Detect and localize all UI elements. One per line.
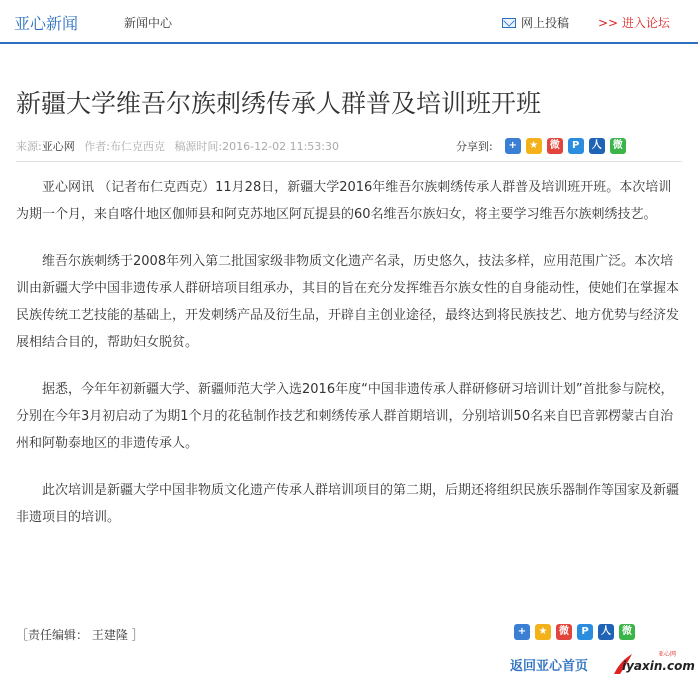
brand-logo-text[interactable]: 亚心新闻 <box>14 14 79 33</box>
logo-top-text: 亚心网 <box>658 651 677 658</box>
wechat-icon[interactable]: 微 <box>619 624 635 640</box>
renren-icon[interactable]: 人 <box>589 138 605 154</box>
back-home-link[interactable]: 返回亚心首页 <box>510 659 589 674</box>
qzone-icon[interactable]: ★ <box>526 138 542 154</box>
weibo-icon[interactable]: 微 <box>547 138 563 154</box>
weibo-icon[interactable]: 微 <box>556 624 572 640</box>
source-value[interactable]: 亚心网 <box>41 140 75 153</box>
pengyou-icon[interactable]: P <box>577 624 593 640</box>
plus-share-icon[interactable]: + <box>505 138 521 154</box>
wechat-icon[interactable]: 微 <box>610 138 626 154</box>
renren-icon[interactable]: 人 <box>598 624 614 640</box>
time-value: 2016-12-02 11:53:30 <box>222 140 339 153</box>
submit-link[interactable] <box>502 14 569 31</box>
responsible-editor: ［责任编辑： 王建隆 ］ <box>16 628 144 642</box>
pengyou-icon[interactable]: P <box>568 138 584 154</box>
paragraph: 维吾尔族刺绣于2008年列入第二批国家级非物质文化遗产名录，历史悠久，技法多样，应用范围广泛。本次培训由新疆大学中国非遗传承人群研培项目组承办，其目的旨在充分发挥维吾尔族女性的自身能动性，使她们在掌握本民族传统工艺技能的基础上，开发刺绣产品及衍生品，开辟自主创业途径，最终达到将民族技艺、地方优势与经济发展相结合目的，帮助妇女脱贫。 <box>16 254 680 350</box>
logo-text: iyaxin.com <box>622 659 695 673</box>
plus-share-icon[interactable]: + <box>514 624 530 640</box>
mail-icon <box>502 18 516 28</box>
time-label: 稿源时间: <box>174 140 223 153</box>
author-label: 作者: <box>84 140 110 153</box>
paragraph: 此次培训是新疆大学中国非物质文化遗产传承人群培训项目的第二期，后期还将组织民族乐器制作等国家及新疆非遗项目的培训。 <box>16 483 680 525</box>
share-bar-top <box>456 138 631 154</box>
share-bar-bottom <box>514 624 640 640</box>
article-title: 新疆大学维吾尔族刺绣传承人群普及培训班开班 <box>16 89 542 118</box>
qzone-icon[interactable]: ★ <box>535 624 551 640</box>
submit-label: 网上投稿 <box>521 16 570 30</box>
article-body <box>16 174 682 551</box>
paragraph: 据悉，今年年初新疆大学、新疆师范大学入选2016年度“中国非遗传承人群研修研习培训计划”首批参与院校，分别在今年3月初启动了为期1个月的花毡制作技艺和刺绣传承人群首期培训，分别培训50名来自巴音郭楞蒙古自治州和阿勒泰地区的非遗传承人。 <box>16 382 674 451</box>
paragraph: 亚心网讯 （记者布仁克西克）11月28日，新疆大学2016年维吾尔族刺绣传承人群普及培训班开班。本次培训为期一个月，来自喀什地区伽师县和阿克苏地区阿瓦提县的60名维吾尔族妇女，将主要学习维吾尔族刺绣技艺。 <box>16 180 672 222</box>
author-value: 布仁克西克 <box>109 140 165 153</box>
nav-news-center[interactable]: 新闻中心 <box>124 16 173 30</box>
forum-link[interactable]: >> 进入论坛 <box>598 16 670 30</box>
iyaxin-logo[interactable] <box>612 648 695 676</box>
source-label: 来源: <box>16 140 42 153</box>
top-bar <box>0 0 698 44</box>
share-label: 分享到: <box>456 140 493 153</box>
